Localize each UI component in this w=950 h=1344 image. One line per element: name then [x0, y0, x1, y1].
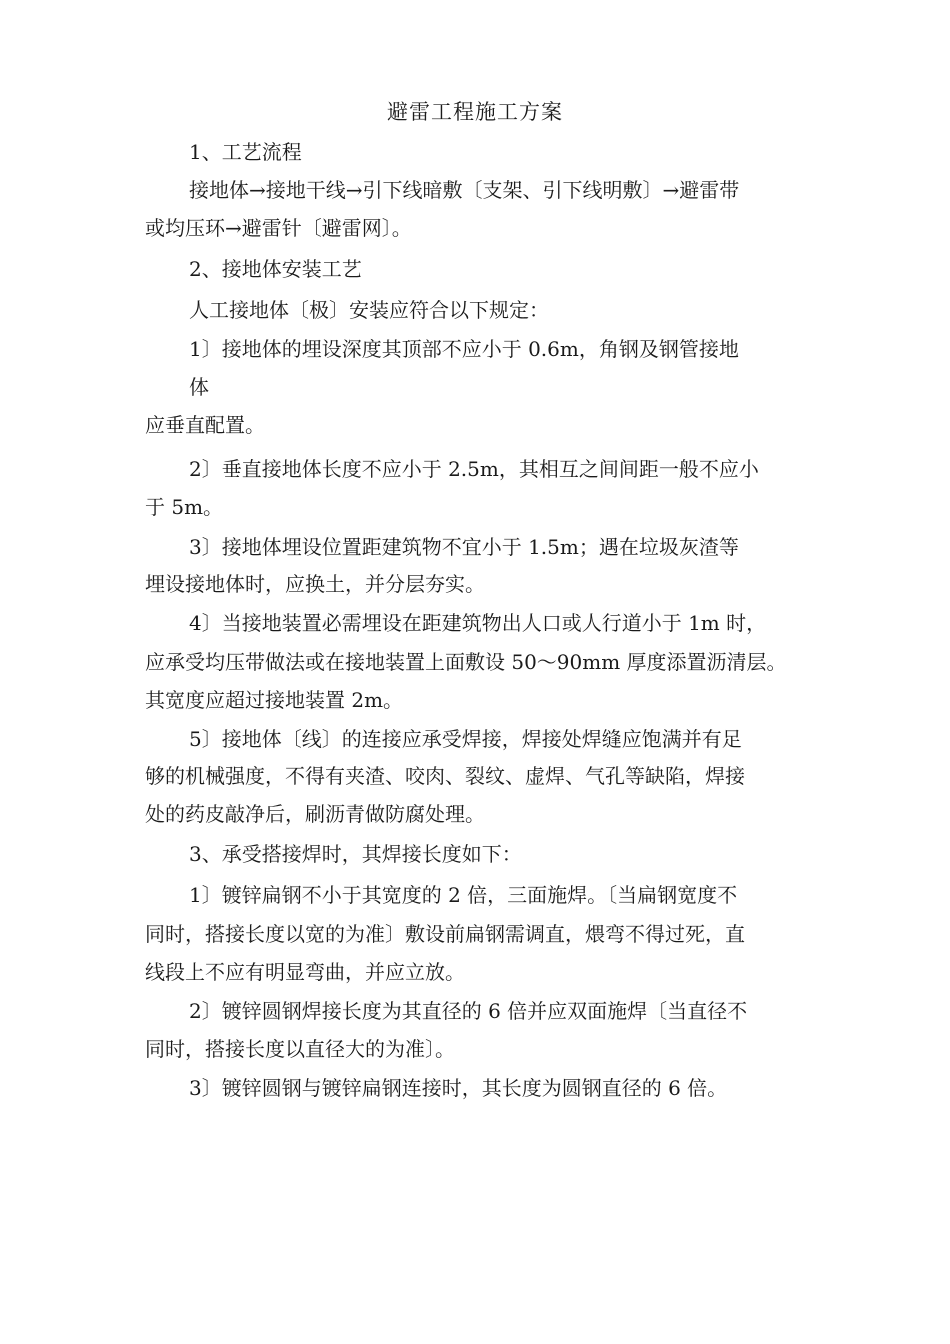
- document-title: 避雷工程施工方案: [387, 100, 563, 124]
- paragraph-line: 其宽度应超过接地装置 2m。: [145, 688, 404, 712]
- paragraph-line: 2〕垂直接地体长度不应小于 2.5m，其相互之间间距一般不应小: [189, 457, 759, 481]
- paragraph-line: 2〕镀锌圆钢焊接长度为其直径的 6 倍并应双面施焊〔当直径不: [189, 999, 748, 1023]
- paragraph-line: 1〕接地体的埋设深度其顶部不应小于 0.6m，角钢及钢管接地: [189, 337, 739, 361]
- paragraph-line: 体: [189, 375, 209, 399]
- paragraph-line: 人工接地体〔极〕安装应符合以下规定：: [189, 298, 549, 322]
- paragraph-line: 3〕接地体埋设位置距建筑物不宜小于 1.5m；遇在垃圾灰渣等: [189, 535, 739, 559]
- paragraph-line: 5〕接地体〔线〕的连接应承受焊接，焊接处焊缝应饱满并有足: [189, 727, 742, 751]
- heading-grounding-install: 2、接地体安装工艺: [189, 257, 362, 281]
- heading-lap-welding: 3、承受搭接焊时，其焊接长度如下：: [189, 842, 522, 866]
- paragraph-line: 于 5m。: [145, 495, 224, 519]
- paragraph-line: 1〕镀锌扁钢不小于其宽度的 2 倍，三面施焊。〔当扁钢宽度不: [189, 883, 738, 907]
- paragraph-line: 或均压环→避雷针〔避雷网〕。: [145, 216, 412, 240]
- paragraph-line: 4〕当接地装置必需埋设在距建筑物出人口或人行道小于 1m 时，: [189, 611, 767, 635]
- paragraph-line: 线段上不应有明显弯曲，并应立放。: [145, 960, 465, 984]
- paragraph-line: 够的机械强度，不得有夹渣、咬肉、裂纹、虚焊、气孔等缺陷，焊接: [145, 764, 745, 788]
- paragraph-line: 3〕镀锌圆钢与镀锌扁钢连接时，其长度为圆钢直径的 6 倍。: [189, 1076, 728, 1100]
- heading-process: 1、工艺流程: [189, 140, 302, 164]
- paragraph-line: 接地体→接地干线→引下线暗敷〔支架、引下线明敷〕→避雷带: [189, 178, 740, 202]
- paragraph-line: 应承受均压带做法或在接地装置上面敷设 50～90mm 厚度添置沥清层。: [145, 650, 787, 674]
- paragraph-line: 应垂直配置。: [145, 413, 265, 437]
- paragraph-line: 同时，搭接长度以直径大的为准〕。: [145, 1037, 455, 1061]
- paragraph-line: 埋设接地体时，应换土，并分层夯实。: [145, 572, 485, 596]
- paragraph-line: 处的药皮敲净后，刷沥青做防腐处理。: [145, 802, 485, 826]
- paragraph-line: 同时，搭接长度以宽的为准〕敷设前扁钢需调直，煨弯不得过死，直: [145, 922, 745, 946]
